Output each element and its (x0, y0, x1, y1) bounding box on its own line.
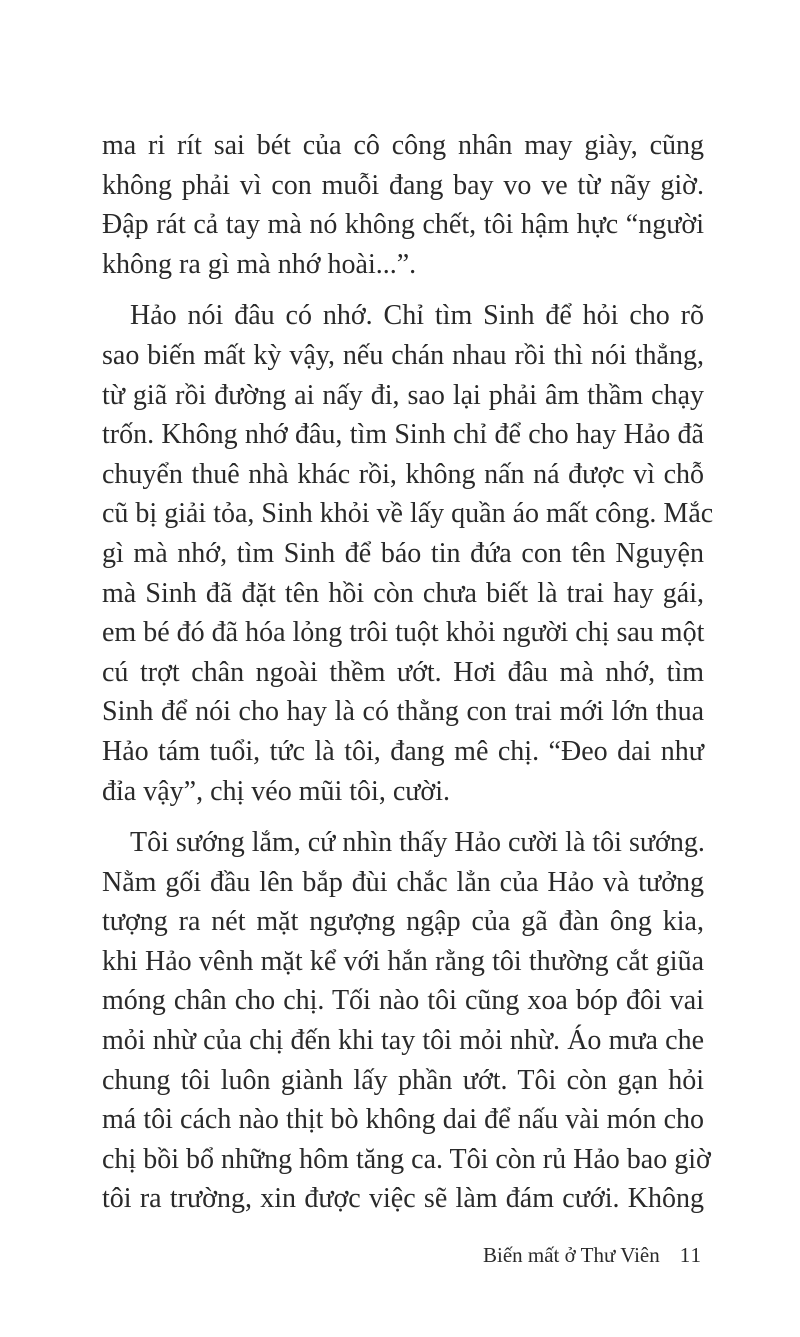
text-line: cú trợt chân ngoài thềm ướt. Hơi đâu mà nhớ, tìm (102, 656, 704, 688)
text-line: Hảo tám tuổi, tức là tôi, đang mê chị. “Đeo dai như (102, 735, 704, 767)
text-line: chung tôi luôn giành lấy phần ướt. Tôi còn gạn hỏi (102, 1064, 704, 1096)
text-line: cũ bị giải tỏa, Sinh khỏi về lấy quần áo mất công. Mắc (102, 498, 714, 530)
page-footer (483, 1241, 702, 1269)
text-line: khi Hảo vênh mặt kể với hắn rằng tôi thường cắt giũa (102, 945, 704, 977)
text-line: không ra gì mà nhớ hoài...”. (102, 248, 417, 280)
text-line: chị bồi bổ những hôm tăng ca. Tôi còn rủ Hảo bao giờ (102, 1143, 711, 1175)
text-line: mà Sinh đã đặt tên hồi còn chưa biết là trai hay gái, (102, 577, 704, 609)
text-line: sao biến mất kỳ vậy, nếu chán nhau rồi thì nói thẳng, (102, 339, 704, 371)
page-number: 11 (679, 1243, 702, 1267)
text-line: tôi ra trường, xin được việc sẽ làm đám cưới. Không (102, 1183, 704, 1215)
text-line: má tôi cách nào thịt bò không dai để nấu vài món cho (102, 1104, 704, 1136)
text-line: Tôi sướng lắm, cứ nhìn thấy Hảo cười là tôi sướng. (130, 827, 705, 859)
text-line: đỉa vậy”, chị véo mũi tôi, cười. (102, 775, 451, 807)
text-line: Đập rát cả tay mà nó không chết, tôi hậm hực “người (102, 209, 704, 241)
running-title: Biến mất ở Thư Viên (482, 1243, 660, 1267)
text-line: em bé đó đã hóa lỏng trôi tuột khỏi người chị sau một (102, 617, 705, 649)
body-text (102, 126, 714, 1219)
text-line: chuyển thuê nhà khác rồi, không nấn ná được vì chỗ (102, 458, 704, 490)
paragraph-gap (102, 811, 704, 823)
text-line: từ giã rồi đường ai nấy đi, sao lại phải âm thầm chạy (102, 379, 704, 411)
text-line: ma ri rít sai bét của cô công nhân may giày, cũng (102, 130, 704, 161)
text-line: mỏi nhừ của chị đến khi tay tôi mỏi nhừ. Áo mưa che (102, 1025, 704, 1057)
text-line: Sinh để nói cho hay là có thằng con trai mới lớn thua (102, 696, 704, 728)
text-line: móng chân cho chị. Tối nào tôi cũng xoa bóp đôi vai (102, 985, 704, 1017)
text-line: trốn. Không nhớ đâu, tìm Sinh chỉ để cho hay Hảo đã (102, 419, 704, 451)
text-line: Hảo nói đâu có nhớ. Chỉ tìm Sinh để hỏi cho rõ (130, 300, 704, 332)
text-line: gì mà nhớ, tìm Sinh để báo tin đứa con tên Nguyện (102, 537, 704, 569)
paragraph-gap (102, 284, 704, 296)
text-line: Nằm gối đầu lên bắp đùi chắc lẳn của Hảo và tưởng (102, 866, 704, 898)
text-line: tượng ra nét mặt ngượng ngập của gã đàn ông kia, (102, 906, 704, 938)
text-line: không phải vì con muỗi đang bay vo ve từ nãy giờ. (102, 169, 704, 201)
